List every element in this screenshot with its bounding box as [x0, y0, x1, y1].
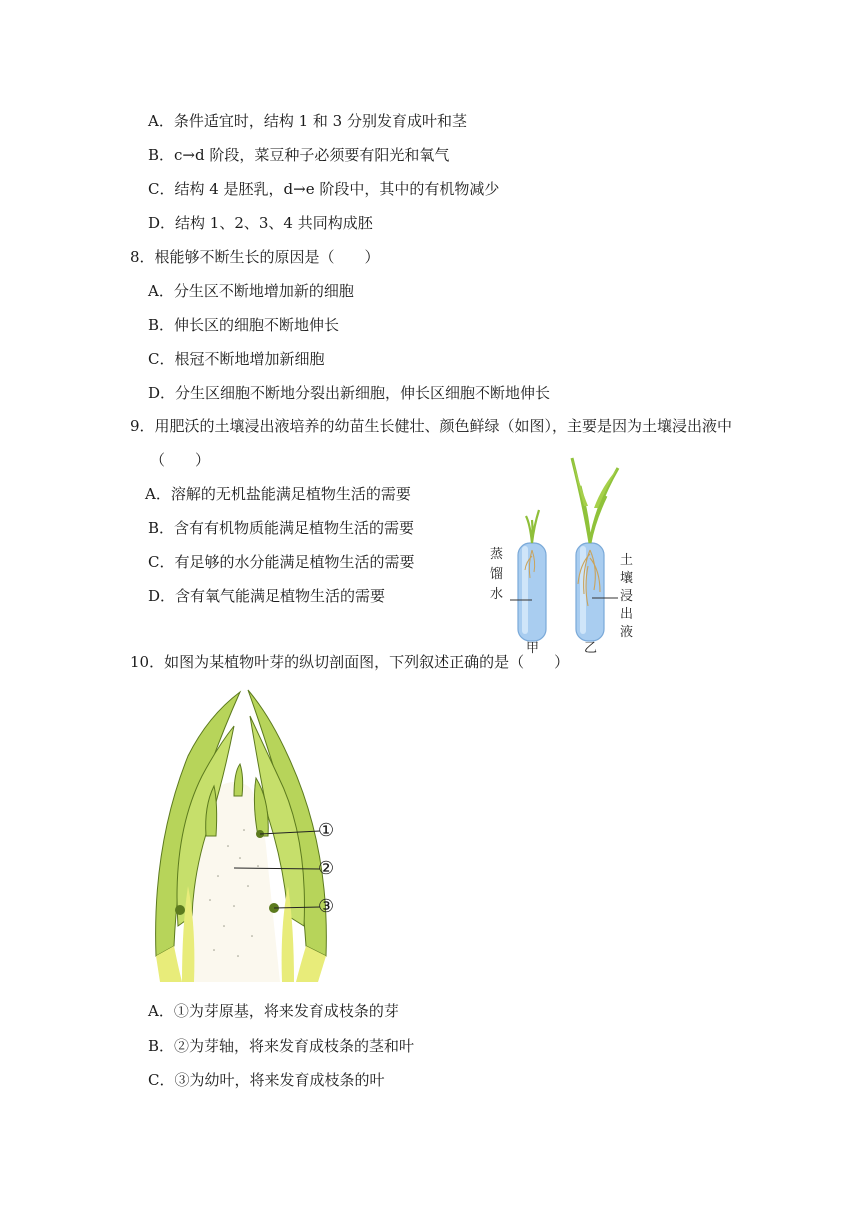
q9-option-a: A．溶解的无机盐能满足植物生活的需要 — [145, 485, 411, 503]
bud-label-3: ③ — [318, 896, 335, 917]
label-char-chu: 出 — [620, 607, 634, 622]
tube-label-yi: 乙 — [584, 641, 598, 656]
q8-option-c: C．根冠不断地增加新细胞 — [148, 350, 325, 368]
tube-yi — [572, 458, 618, 641]
q9-option-b: B．含有有机物质能满足植物生活的需要 — [148, 519, 415, 537]
label-char-zheng: 蒸 — [490, 547, 504, 562]
label-char-tu: 土 — [620, 553, 634, 568]
label-char-rang: 壤 — [620, 571, 634, 586]
bud-label-1: ① — [318, 820, 335, 841]
q10-stem: 10．如图为某植物叶芽的纵切剖面图，下列叙述正确的是（ ） — [130, 653, 570, 671]
q10-option-c: C．③为幼叶，将来发育成枝条的叶 — [148, 1071, 385, 1089]
label-char-jin: 浸 — [620, 589, 634, 604]
bud-label-2: ② — [318, 858, 335, 879]
q9-option-c: C．有足够的水分能满足植物生活的需要 — [148, 553, 415, 571]
q8-option-d: D．分生区细胞不断地分裂出新细胞，伸长区细胞不断地伸长 — [148, 384, 551, 402]
q8-option-b: B．伸长区的细胞不断地伸长 — [148, 316, 340, 334]
tube-label-jia: 甲 — [526, 641, 540, 656]
q7-option-d: D．结构 1、2、3、4 共同构成胚 — [148, 214, 373, 232]
q8-stem: 8．根能够不断生长的原因是（ ） — [130, 248, 380, 266]
q9-option-d: D．含有氧气能满足植物生活的需要 — [148, 587, 386, 605]
q9-stem-continuation: （ ） — [150, 451, 211, 469]
q7-option-b: B．c→d 阶段，菜豆种子必须要有阳光和氧气 — [148, 146, 450, 164]
q8-option-a: A．分生区不断地增加新的细胞 — [148, 282, 354, 300]
seedling-tubes-figure — [480, 446, 650, 656]
q7-option-a: A．条件适宜时，结构 1 和 3 分别发育成叶和茎 — [148, 112, 467, 130]
label-char-shui: 水 — [490, 587, 504, 602]
q7-option-c: C．结构 4 是胚乳，d→e 阶段中，其中的有机物减少 — [148, 180, 500, 198]
q10-option-b: B．②为芽轴，将来发育成枝条的茎和叶 — [148, 1037, 415, 1055]
tube-jia — [518, 510, 546, 641]
label-char-ye: 液 — [620, 625, 634, 640]
label-char-liu: 馏 — [490, 567, 504, 582]
q9-stem: 9．用肥沃的土壤浸出液培养的幼苗生长健壮、颜色鲜绿（如图），主要是因为土壤浸出液中 — [130, 417, 733, 435]
q10-option-a: A．①为芽原基，将来发育成枝条的芽 — [148, 1002, 399, 1020]
